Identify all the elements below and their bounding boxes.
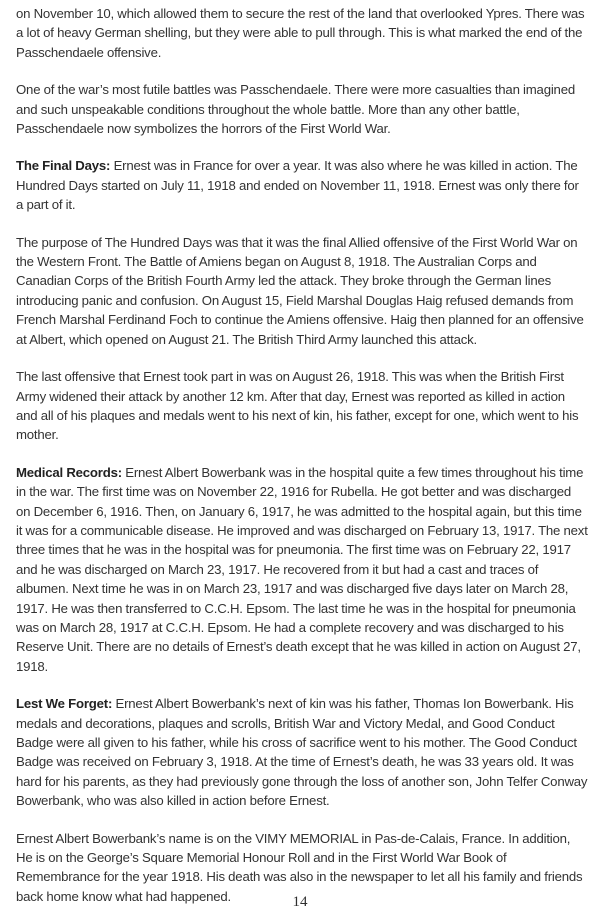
paragraph-medical-records (16, 463, 588, 676)
paragraph-lest-we-forget (16, 694, 588, 810)
paragraph-futile-battles (16, 80, 588, 138)
section-heading-lest-we-forget: Lest We Forget: (16, 696, 113, 712)
paragraph-text: on November 10, which allowed them to secure the rest of the land that overlooked Ypres. There was a lot of heavy German shelling, but they were able to pull through. This is what marked the end of the Passchendaele offensive. (16, 6, 585, 60)
page-number: 14 (292, 894, 308, 910)
paragraph-text: Ernest Albert Bowerbank’s next of kin was his father, Thomas Ion Bowerbank. His medals and decorations, plaques and scrolls, British War and Victory Medal, and Good Conduct Badge were all given to his father, while his cross of sacrifice went to his mother. The Good Conduct Badge was received on February 3, 1918. At the time of Ernest’s death, he was 33 years old. It was hard for his parents, as they had previously gone through the loss of another son, John Telfer Conway Bowerbank, who was also killed in action before Ernest. (16, 696, 588, 809)
section-heading-medical-records: Medical Records: (16, 464, 122, 480)
paragraph-text: One of the war’s most futile battles was Passchendaele. There were more casualties than imagined and such unspeakable conditions throughout the whole battle. More than any other battle, Passchendaele now symbolizes the horrors of the First World War. (16, 82, 575, 137)
paragraph-text: Ernest Albert Bowerbank was in the hospital quite a few times throughout his time in the war. The first time was on November 22, 1916 for Rubella. He got better and was discharged on December 6, 1916. Then, on January 6, 1917, he was admitted to the hospital again, but this time it was for a communicable disease. He improved and was discharged on February 13, 1917. The next three times that he was in the hospital was for pneumonia. The first time was on February 22, 1917 and he was discharged on March 23, 1917. He recovered from it but had a cast and traces of albumen. Next time he was in on March 23, 1917 and was discharged five days later on March 28, 1917. He was then transferred to C.C.H. Epsom. The last time he was in the hospital for pneumonia was on March 28, 1917 at C.C.H. Epsom. He had a complete recovery and was discharged to his Reserve Unit. There are no details of Ernest’s death except that he was killed in action on August 27, 1918. (16, 464, 588, 674)
paragraph-hundred-days-purpose (16, 233, 588, 349)
section-heading-the-final-days: The Final Days: (16, 158, 111, 174)
paragraph-text: The last offensive that Ernest took part in was on August 26, 1918. This was when the British First Army widened their attack by another 12 km. After that day, Ernest was reported as killed in action and all of his plaques and medals went to his next of kin, his father, except for one, which went to his mother. (16, 369, 579, 443)
paragraph-text: Ernest was in France for over a year. It was also where he was killed in action. The Hundred Days started on July 11, 1918 and ended on November 11, 1918. Ernest was only there for a part of it. (16, 158, 579, 213)
document-body-column (16, 4, 588, 906)
paragraph-the-final-days (16, 156, 588, 214)
paragraph-continuation-passchendaele (16, 4, 588, 62)
paragraph-last-offensive (16, 367, 588, 445)
paragraph-text: Ernest Albert Bowerbank’s name is on the VIMY MEMORIAL in Pas-de-Calais, France. In addition, He is on the George’s Square Memorial Honour Roll and in the First World War Book of Remembrance for the year 1918. His death was also in the newspaper to let all his family and friends back home know what had happened. (16, 830, 583, 904)
paragraph-text: The purpose of The Hundred Days was that it was the final Allied offensive of the First World War on the Western Front. The Battle of Amiens began on August 8, 1918. The Australian Corps and Canadian Corps of the British Fourth Army led the attack. They broke through the German lines introducing panic and confusion. On August 15, Field Marshal Douglas Haig refused demands from French Marshal Ferdinand Foch to continue the Amiens offensive. Haig then planned for an offensive at Albert, which opened on August 21. The British Third Army launched this attack. (16, 234, 584, 347)
